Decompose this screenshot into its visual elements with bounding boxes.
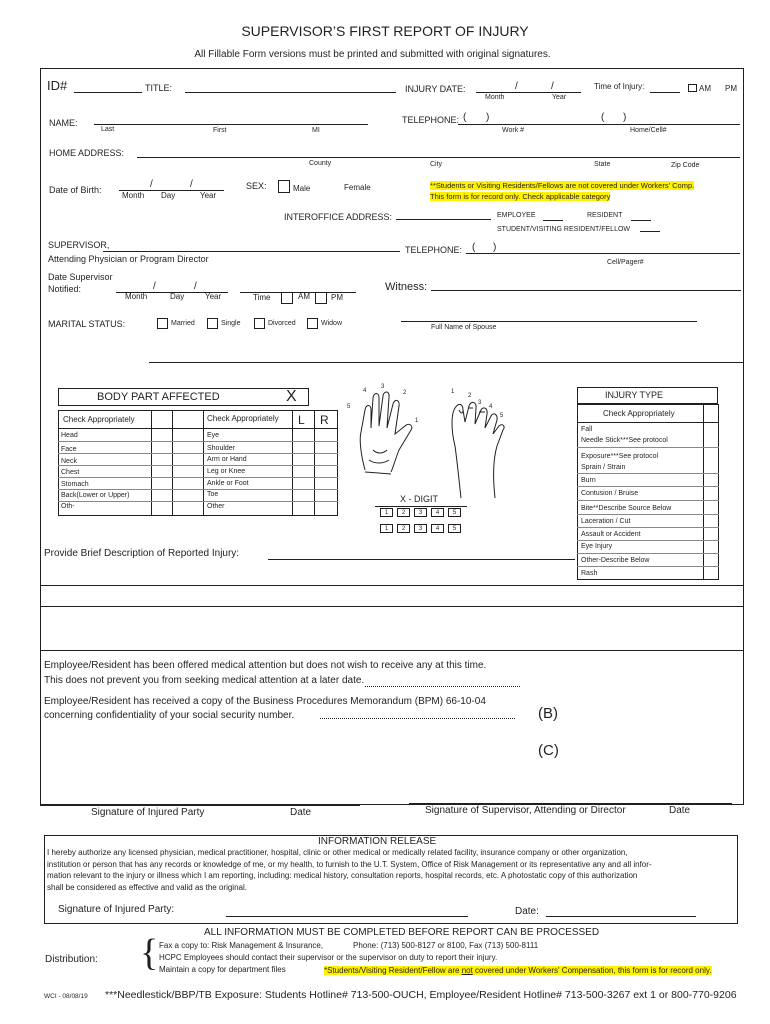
attention-line: Employee/Resident has received a copy of the Business Procedures Memorandum (BPM) 66-10-04 xyxy=(44,696,486,707)
injury-type-item[interactable]: Needle Stick***See protocol xyxy=(581,437,668,444)
male-label: Male xyxy=(293,184,311,193)
attention-line: concerning confidentiality of your social security number. xyxy=(44,710,295,721)
home-address-label: HOME ADDRESS: xyxy=(49,148,125,158)
digit-box[interactable]: 2 xyxy=(397,524,410,533)
body-item[interactable]: Stomach xyxy=(61,481,89,488)
telephone-label: TELEPHONE: xyxy=(402,115,460,125)
pm-label: PM xyxy=(725,84,737,93)
employee-field[interactable] xyxy=(543,220,563,221)
hand-num: 3 xyxy=(381,384,385,390)
home-cell-caption: Home/Cell# xyxy=(630,127,667,134)
injured-signature-label: Signature of Injured Party xyxy=(91,807,205,818)
time-of-injury-field[interactable] xyxy=(650,92,680,93)
date-label: Date xyxy=(669,805,691,816)
id-field[interactable] xyxy=(74,92,142,93)
witness-label: Witness: xyxy=(385,281,428,293)
student-resident-label: STUDENT/VISITING RESIDENT/FELLOW xyxy=(497,226,631,233)
foot-num: 4 xyxy=(489,404,493,410)
release-text: I hereby authorize any licensed physician, medical practitioner, hospital, clinic or other medical or medically related facility, insurance company or other organization, xyxy=(47,848,628,857)
version-label: WCI - 08/08/19 xyxy=(44,993,88,1000)
hotline-line: ***Needlestick/BBP/TB Exposure: Students Hotline# 713-500-OUCH, Employee/Resident Hotline# 713-500-3267 ext 1 or 800-770-9206 xyxy=(105,989,737,1001)
maintain-line: Maintain a copy for department files xyxy=(159,965,286,974)
injury-type-item[interactable]: Rash xyxy=(581,570,598,577)
sex-checkbox[interactable] xyxy=(278,180,290,193)
paren: ) xyxy=(486,112,490,123)
l-header: L xyxy=(298,413,305,427)
body-item[interactable]: Head xyxy=(61,432,78,439)
release-signature-label: Signature of Injured Party: xyxy=(58,904,175,915)
students-note: **Students or Visiting Residents/Fellows are not covered under Workers' Comp. This form is for record only. Check applicable category xyxy=(430,181,695,201)
dob-label: Date of Birth: xyxy=(49,185,102,195)
year-caption: Year xyxy=(200,191,217,200)
divorced-checkbox[interactable] xyxy=(254,318,265,329)
paren: ) xyxy=(493,242,497,253)
description-label: Provide Brief Description of Reported Injury: xyxy=(44,548,240,559)
title-label: TITLE: xyxy=(145,83,173,93)
am-checkbox[interactable] xyxy=(688,84,697,92)
mi-caption: MI xyxy=(312,127,320,134)
zip-caption: Zip Code xyxy=(671,162,700,169)
date-label: Date xyxy=(290,807,312,818)
paren: ) xyxy=(623,112,627,123)
body-item[interactable]: Other xyxy=(207,503,225,510)
injury-type-item[interactable]: Eye Injury xyxy=(581,543,613,550)
title-field[interactable] xyxy=(185,92,396,93)
hand-num: 5 xyxy=(347,404,351,410)
city-caption: City xyxy=(430,161,443,168)
day-caption: Day xyxy=(161,191,176,200)
body-item[interactable]: Arm or Hand xyxy=(207,456,247,463)
county-caption: County xyxy=(309,160,332,167)
release-date-field[interactable] xyxy=(546,916,696,917)
slash: / xyxy=(150,179,153,190)
spouse-field[interactable] xyxy=(401,321,697,322)
body-item[interactable]: Back(Lower or Upper) xyxy=(61,492,130,499)
slash: / xyxy=(190,179,193,190)
name-label: NAME: xyxy=(49,118,78,128)
am-label: AM xyxy=(298,292,310,301)
injury-date-label: INJURY DATE: xyxy=(405,84,466,94)
state-caption: State xyxy=(594,161,611,168)
hand-num: 4 xyxy=(363,388,367,394)
year-caption: Year xyxy=(205,292,222,301)
bpm-initial-field[interactable] xyxy=(320,718,515,719)
digit-title: X - DIGIT xyxy=(400,494,438,504)
release-date-label: Date: xyxy=(515,906,539,917)
marital-label: MARITAL STATUS: xyxy=(48,319,126,329)
work-caption: Work # xyxy=(502,127,525,134)
hcpc-line: HCPC Employees should contact their supervisor or the supervisor on duty to report their injury. xyxy=(159,953,498,962)
time-caption: Time xyxy=(253,293,271,302)
digit-box[interactable]: 3 xyxy=(414,524,427,533)
hand-num: 1 xyxy=(415,418,419,424)
hand-foot-illustration xyxy=(343,380,518,500)
injury-type-item[interactable]: Laceration / Cut xyxy=(581,518,631,525)
r-header: R xyxy=(320,413,329,427)
foot-num: 2 xyxy=(468,393,472,399)
slash: / xyxy=(515,81,518,92)
attention-line: This does not prevent you from seeking medical attention at a later date. xyxy=(44,675,365,686)
day-caption: Day xyxy=(170,292,185,301)
body-item[interactable]: Toe xyxy=(207,491,219,498)
b-marker: (B) xyxy=(538,705,558,722)
interoffice-field[interactable] xyxy=(396,219,491,220)
body-item[interactable]: Eye xyxy=(207,432,220,439)
foot-num: 5 xyxy=(500,413,504,419)
body-item[interactable]: Oth- xyxy=(61,503,75,510)
widow-checkbox[interactable] xyxy=(307,318,318,329)
resident-label: RESIDENT xyxy=(587,212,623,219)
injured-signature-field[interactable] xyxy=(40,805,360,806)
body-item[interactable]: Shoulder xyxy=(207,445,236,452)
married-checkbox[interactable] xyxy=(157,318,168,329)
distribution-label: Distribution: xyxy=(45,954,98,965)
supervisor-signature-field[interactable] xyxy=(409,803,732,804)
telephone2-label: TELEPHONE: xyxy=(405,245,463,255)
widow-label: Widow xyxy=(321,320,343,327)
description-field[interactable] xyxy=(268,559,575,560)
body-item[interactable]: Leg or Knee xyxy=(207,468,246,475)
divorced-label: Divorced xyxy=(268,320,296,327)
name-field[interactable] xyxy=(94,124,368,125)
notified-label: Notified: xyxy=(48,284,82,294)
month-caption: Month xyxy=(485,94,505,101)
am-notified-checkbox[interactable] xyxy=(281,292,293,304)
check-header: Check Appropriately xyxy=(207,414,279,423)
check-header: Check Appropriately xyxy=(63,415,135,424)
injury-type-item[interactable]: Bite**Describe Source Below xyxy=(581,505,672,512)
all-info-notice: ALL INFORMATION MUST BE COMPLETED BEFORE REPORT CAN BE PROCESSED xyxy=(204,927,600,938)
first-caption: First xyxy=(213,127,227,134)
attending-label: Attending Physician or Program Director xyxy=(48,254,209,264)
page-title: SUPERVISOR’S FIRST REPORT OF INJURY xyxy=(241,23,529,39)
married-label: Married xyxy=(171,320,195,327)
spouse-caption: Full Name of Spouse xyxy=(431,324,497,331)
body-item[interactable]: Face xyxy=(61,446,77,453)
last-caption: Last xyxy=(101,126,115,133)
injury-type-item[interactable]: Other-Describe Below xyxy=(581,557,650,564)
release-text: shall be considered as effective and valid as the original. xyxy=(47,883,247,892)
digit-box[interactable]: 2 xyxy=(397,508,410,517)
digit-box[interactable]: 4 xyxy=(431,524,444,533)
release-signature-field[interactable] xyxy=(226,916,468,917)
page-subtitle: All Fillable Form versions must be printed and submitted with original signatures. xyxy=(194,49,551,60)
telephone-field[interactable] xyxy=(458,124,740,125)
paren: ( xyxy=(463,112,467,123)
month-caption: Month xyxy=(125,292,148,301)
injury-check-header: Check Appropriately xyxy=(603,409,675,418)
injury-type-title: INJURY TYPE xyxy=(605,390,664,400)
fax-line: Fax a copy to: Risk Management & Insurance, xyxy=(159,941,324,950)
year-caption: Year xyxy=(552,94,567,101)
body-item[interactable]: Ankle or Foot xyxy=(207,480,249,487)
body-part-x: X xyxy=(286,388,297,405)
paren: ( xyxy=(601,112,605,123)
paren: ( xyxy=(472,242,476,253)
digit-box[interactable]: 5 xyxy=(448,524,461,533)
date-supervisor-label: Date Supervisor xyxy=(48,272,113,282)
foot-num: 1 xyxy=(451,389,455,395)
supervisor-signature-label: Signature of Supervisor, Attending or Director xyxy=(425,805,626,816)
female-label: Female xyxy=(344,183,371,192)
pm-label: PM xyxy=(331,293,343,302)
digit-box[interactable]: 1 xyxy=(380,508,393,517)
slash: / xyxy=(551,81,554,92)
injury-type-item[interactable]: Fall xyxy=(581,426,593,433)
release-title: INFORMATION RELEASE xyxy=(318,836,437,847)
brace: { xyxy=(140,932,159,974)
attention-line: Employee/Resident has been offered medical attention but does not wish to receive any at this time. xyxy=(44,660,487,671)
telephone2-field[interactable] xyxy=(466,253,740,254)
injury-type-item[interactable]: Sprain / Strain xyxy=(581,464,626,471)
body-item[interactable]: Chest xyxy=(61,469,80,476)
digit-box[interactable]: 1 xyxy=(380,524,393,533)
single-checkbox[interactable] xyxy=(207,318,218,329)
month-caption: Month xyxy=(122,191,145,200)
student-resident-field[interactable] xyxy=(640,231,660,232)
am-label: AM xyxy=(699,84,711,93)
injury-type-item[interactable]: Burn xyxy=(581,477,596,484)
home-address-field[interactable] xyxy=(137,157,740,158)
hand-num: 2 xyxy=(403,390,407,396)
resident-field[interactable] xyxy=(631,220,651,221)
digit-box[interactable]: 5 xyxy=(448,508,461,517)
attention-initial-field[interactable] xyxy=(365,686,520,687)
slash: / xyxy=(153,281,156,292)
single-label: Single xyxy=(221,320,241,327)
injury-type-item[interactable]: Exposure***See protocol xyxy=(581,453,659,460)
digit-box[interactable]: 4 xyxy=(431,508,444,517)
covered-note: *Students/Visiting Resident/Fellow are not covered under Workers' Compensation, this form is for record only. xyxy=(324,966,712,975)
injury-type-item[interactable]: Contusion / Bruise xyxy=(581,490,639,497)
sex-label: SEX: xyxy=(246,181,267,191)
employee-label: EMPLOYEE xyxy=(497,212,536,219)
slash: / xyxy=(194,281,197,292)
pm-notified-checkbox[interactable] xyxy=(315,292,327,304)
release-text: institution or person that has any records or knowledge of me, or my health, to furnish to the U.T. System, Office of Risk Management or its representative any and all infor- xyxy=(47,860,652,869)
witness-field[interactable] xyxy=(431,290,741,291)
injury-date-field[interactable] xyxy=(476,92,581,93)
body-item[interactable]: Neck xyxy=(61,458,77,465)
supervisor-label: SUPERVISOR, xyxy=(48,240,110,250)
phone-line: Phone: (713) 500-8127 or 8100, Fax (713) 500-8111 xyxy=(353,941,539,950)
c-marker: (C) xyxy=(538,742,559,759)
body-part-title: BODY PART AFFECTED xyxy=(97,391,220,403)
time-of-injury-label: Time of Injury: xyxy=(594,82,645,91)
release-text: mation relevant to the injury or illness which I am reporting, including: medical history, consultation reports, hospital records, etc. A photostatic copy of this authorization xyxy=(47,871,638,880)
interoffice-label: INTEROFFICE ADDRESS: xyxy=(284,212,393,222)
supervisor-field[interactable] xyxy=(103,251,400,252)
digit-box[interactable]: 3 xyxy=(414,508,427,517)
id-label: ID# xyxy=(47,78,68,93)
injury-type-item[interactable]: Assault or Accident xyxy=(581,531,641,538)
cell-pager-caption: Cell/Pager# xyxy=(607,259,644,266)
foot-num: 3 xyxy=(478,400,482,406)
